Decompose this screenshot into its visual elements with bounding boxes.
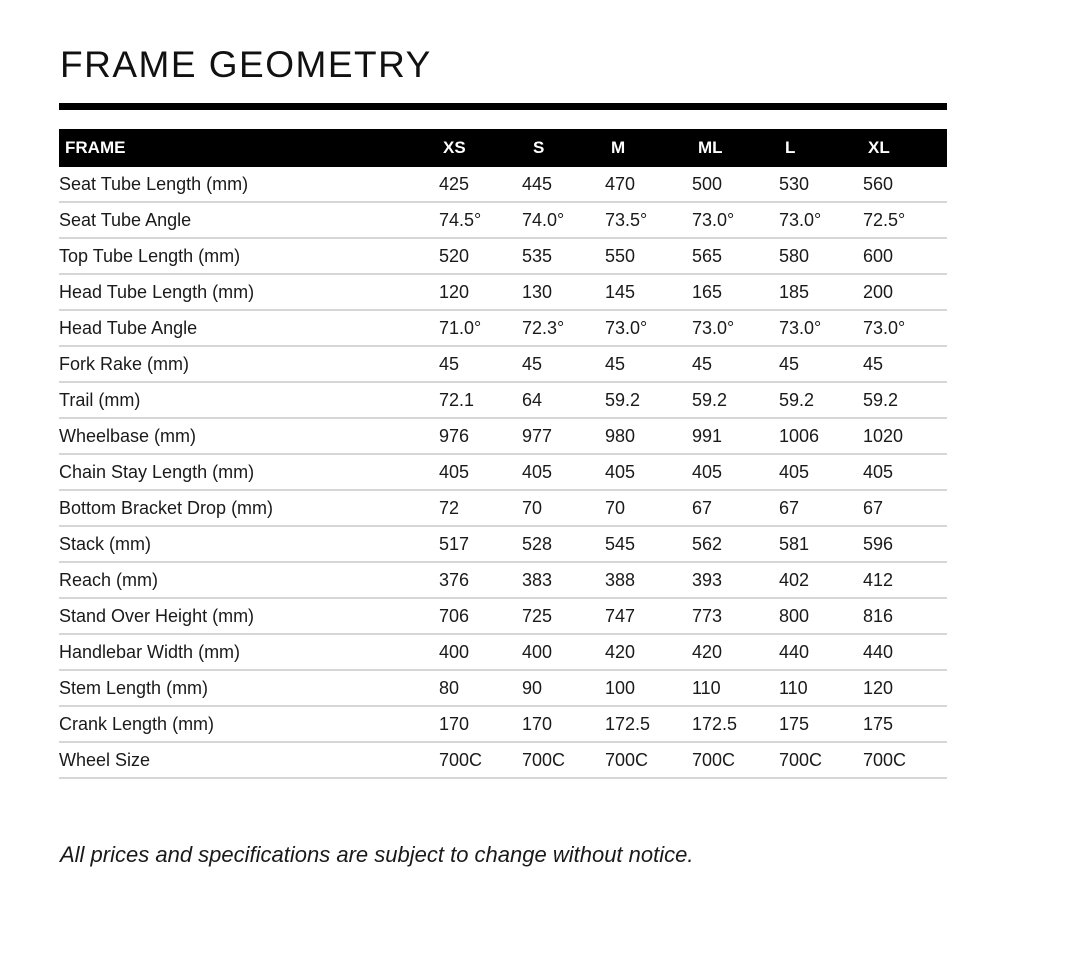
cell-value: 402: [779, 562, 863, 598]
cell-value: 700C: [863, 742, 947, 778]
table-row: [59, 742, 947, 778]
cell-value: 700C: [692, 742, 779, 778]
cell-value: 596: [863, 526, 947, 562]
cell-value: 73.0°: [692, 310, 779, 346]
row-label: Wheelbase (mm): [59, 418, 439, 454]
cell-value: 405: [605, 454, 692, 490]
footnote: All prices and specifications are subject to change without notice.: [60, 842, 694, 867]
cell-value: 747: [605, 598, 692, 634]
cell-value: 393: [692, 562, 779, 598]
cell-value: 420: [692, 634, 779, 670]
cell-value: 565: [692, 238, 779, 274]
cell-value: 545: [605, 526, 692, 562]
cell-value: 405: [439, 454, 522, 490]
cell-value: 580: [779, 238, 863, 274]
cell-value: 73.0°: [605, 310, 692, 346]
cell-value: 120: [439, 274, 522, 310]
cell-value: 59.2: [605, 382, 692, 418]
table-row: [59, 454, 947, 490]
row-label: Seat Tube Length (mm): [59, 167, 439, 202]
cell-value: 72.5°: [863, 202, 947, 238]
cell-value: 45: [779, 346, 863, 382]
cell-value: 700C: [605, 742, 692, 778]
cell-value: 700C: [522, 742, 605, 778]
cell-value: 80: [439, 670, 522, 706]
cell-value: 816: [863, 598, 947, 634]
cell-value: 581: [779, 526, 863, 562]
header-size: XS: [439, 129, 522, 167]
table-row: [59, 238, 947, 274]
cell-value: 535: [522, 238, 605, 274]
cell-value: 1020: [863, 418, 947, 454]
cell-value: 976: [439, 418, 522, 454]
cell-value: 400: [439, 634, 522, 670]
cell-value: 530: [779, 167, 863, 202]
table-row: [59, 706, 947, 742]
cell-value: 71.0°: [439, 310, 522, 346]
cell-value: 73.5°: [605, 202, 692, 238]
cell-value: 977: [522, 418, 605, 454]
table-row: [59, 382, 947, 418]
cell-value: 185: [779, 274, 863, 310]
cell-value: 600: [863, 238, 947, 274]
cell-value: 500: [692, 167, 779, 202]
cell-value: 560: [863, 167, 947, 202]
cell-value: 528: [522, 526, 605, 562]
table-row: [59, 202, 947, 238]
table-row: [59, 418, 947, 454]
row-label: Chain Stay Length (mm): [59, 454, 439, 490]
cell-value: 74.5°: [439, 202, 522, 238]
cell-value: 405: [863, 454, 947, 490]
row-label: Trail (mm): [59, 382, 439, 418]
row-label: Wheel Size: [59, 742, 439, 778]
cell-value: 383: [522, 562, 605, 598]
cell-value: 165: [692, 274, 779, 310]
table-row: [59, 634, 947, 670]
cell-value: 67: [779, 490, 863, 526]
cell-value: 45: [692, 346, 779, 382]
row-label: Stem Length (mm): [59, 670, 439, 706]
cell-value: 520: [439, 238, 522, 274]
cell-value: 440: [779, 634, 863, 670]
row-label: Stand Over Height (mm): [59, 598, 439, 634]
cell-value: 73.0°: [692, 202, 779, 238]
cell-value: 67: [863, 490, 947, 526]
cell-value: 72: [439, 490, 522, 526]
row-label: Head Tube Angle: [59, 310, 439, 346]
cell-value: 59.2: [779, 382, 863, 418]
header-size: S: [522, 129, 605, 167]
cell-value: 73.0°: [863, 310, 947, 346]
geometry-table: [59, 129, 947, 779]
geometry-table-header: [59, 129, 947, 167]
cell-value: 172.5: [605, 706, 692, 742]
header-size: XL: [863, 129, 947, 167]
cell-value: 45: [439, 346, 522, 382]
cell-value: 405: [522, 454, 605, 490]
cell-value: 100: [605, 670, 692, 706]
row-label: Top Tube Length (mm): [59, 238, 439, 274]
cell-value: 405: [692, 454, 779, 490]
row-label: Crank Length (mm): [59, 706, 439, 742]
geometry-table-body: [59, 167, 947, 778]
cell-value: 550: [605, 238, 692, 274]
cell-value: 170: [522, 706, 605, 742]
cell-value: 773: [692, 598, 779, 634]
cell-value: 130: [522, 274, 605, 310]
cell-value: 73.0°: [779, 310, 863, 346]
cell-value: 700C: [779, 742, 863, 778]
cell-value: 170: [439, 706, 522, 742]
cell-value: 470: [605, 167, 692, 202]
table-row: [59, 598, 947, 634]
cell-value: 412: [863, 562, 947, 598]
cell-value: 991: [692, 418, 779, 454]
cell-value: 517: [439, 526, 522, 562]
cell-value: 200: [863, 274, 947, 310]
cell-value: 70: [522, 490, 605, 526]
cell-value: 72.3°: [522, 310, 605, 346]
header-row: [59, 129, 947, 167]
page-title: FRAME GEOMETRY: [60, 44, 432, 85]
cell-value: 388: [605, 562, 692, 598]
cell-value: 45: [863, 346, 947, 382]
cell-value: 64: [522, 382, 605, 418]
cell-value: 72.1: [439, 382, 522, 418]
cell-value: 90: [522, 670, 605, 706]
cell-value: 172.5: [692, 706, 779, 742]
table-row: [59, 526, 947, 562]
row-label: Fork Rake (mm): [59, 346, 439, 382]
cell-value: 175: [779, 706, 863, 742]
cell-value: 120: [863, 670, 947, 706]
cell-value: 73.0°: [779, 202, 863, 238]
cell-value: 405: [779, 454, 863, 490]
cell-value: 376: [439, 562, 522, 598]
row-label: Seat Tube Angle: [59, 202, 439, 238]
cell-value: 1006: [779, 418, 863, 454]
cell-value: 110: [692, 670, 779, 706]
table-row: [59, 310, 947, 346]
cell-value: 59.2: [692, 382, 779, 418]
header-size: ML: [692, 129, 779, 167]
cell-value: 67: [692, 490, 779, 526]
cell-value: 562: [692, 526, 779, 562]
cell-value: 110: [779, 670, 863, 706]
cell-value: 706: [439, 598, 522, 634]
header-frame-label: FRAME: [59, 129, 439, 167]
cell-value: 145: [605, 274, 692, 310]
cell-value: 45: [522, 346, 605, 382]
table-row: [59, 490, 947, 526]
cell-value: 74.0°: [522, 202, 605, 238]
cell-value: 725: [522, 598, 605, 634]
table-row: [59, 167, 947, 202]
table-row: [59, 562, 947, 598]
table-row: [59, 274, 947, 310]
cell-value: 400: [522, 634, 605, 670]
cell-value: 425: [439, 167, 522, 202]
cell-value: 59.2: [863, 382, 947, 418]
cell-value: 45: [605, 346, 692, 382]
cell-value: 980: [605, 418, 692, 454]
row-label: Stack (mm): [59, 526, 439, 562]
row-label: Bottom Bracket Drop (mm): [59, 490, 439, 526]
cell-value: 175: [863, 706, 947, 742]
header-size: L: [779, 129, 863, 167]
cell-value: 800: [779, 598, 863, 634]
row-label: Reach (mm): [59, 562, 439, 598]
cell-value: 440: [863, 634, 947, 670]
table-row: [59, 670, 947, 706]
table-row: [59, 346, 947, 382]
title-divider: [59, 103, 947, 110]
row-label: Handlebar Width (mm): [59, 634, 439, 670]
row-label: Head Tube Length (mm): [59, 274, 439, 310]
cell-value: 70: [605, 490, 692, 526]
cell-value: 420: [605, 634, 692, 670]
cell-value: 700C: [439, 742, 522, 778]
header-size: M: [605, 129, 692, 167]
cell-value: 445: [522, 167, 605, 202]
